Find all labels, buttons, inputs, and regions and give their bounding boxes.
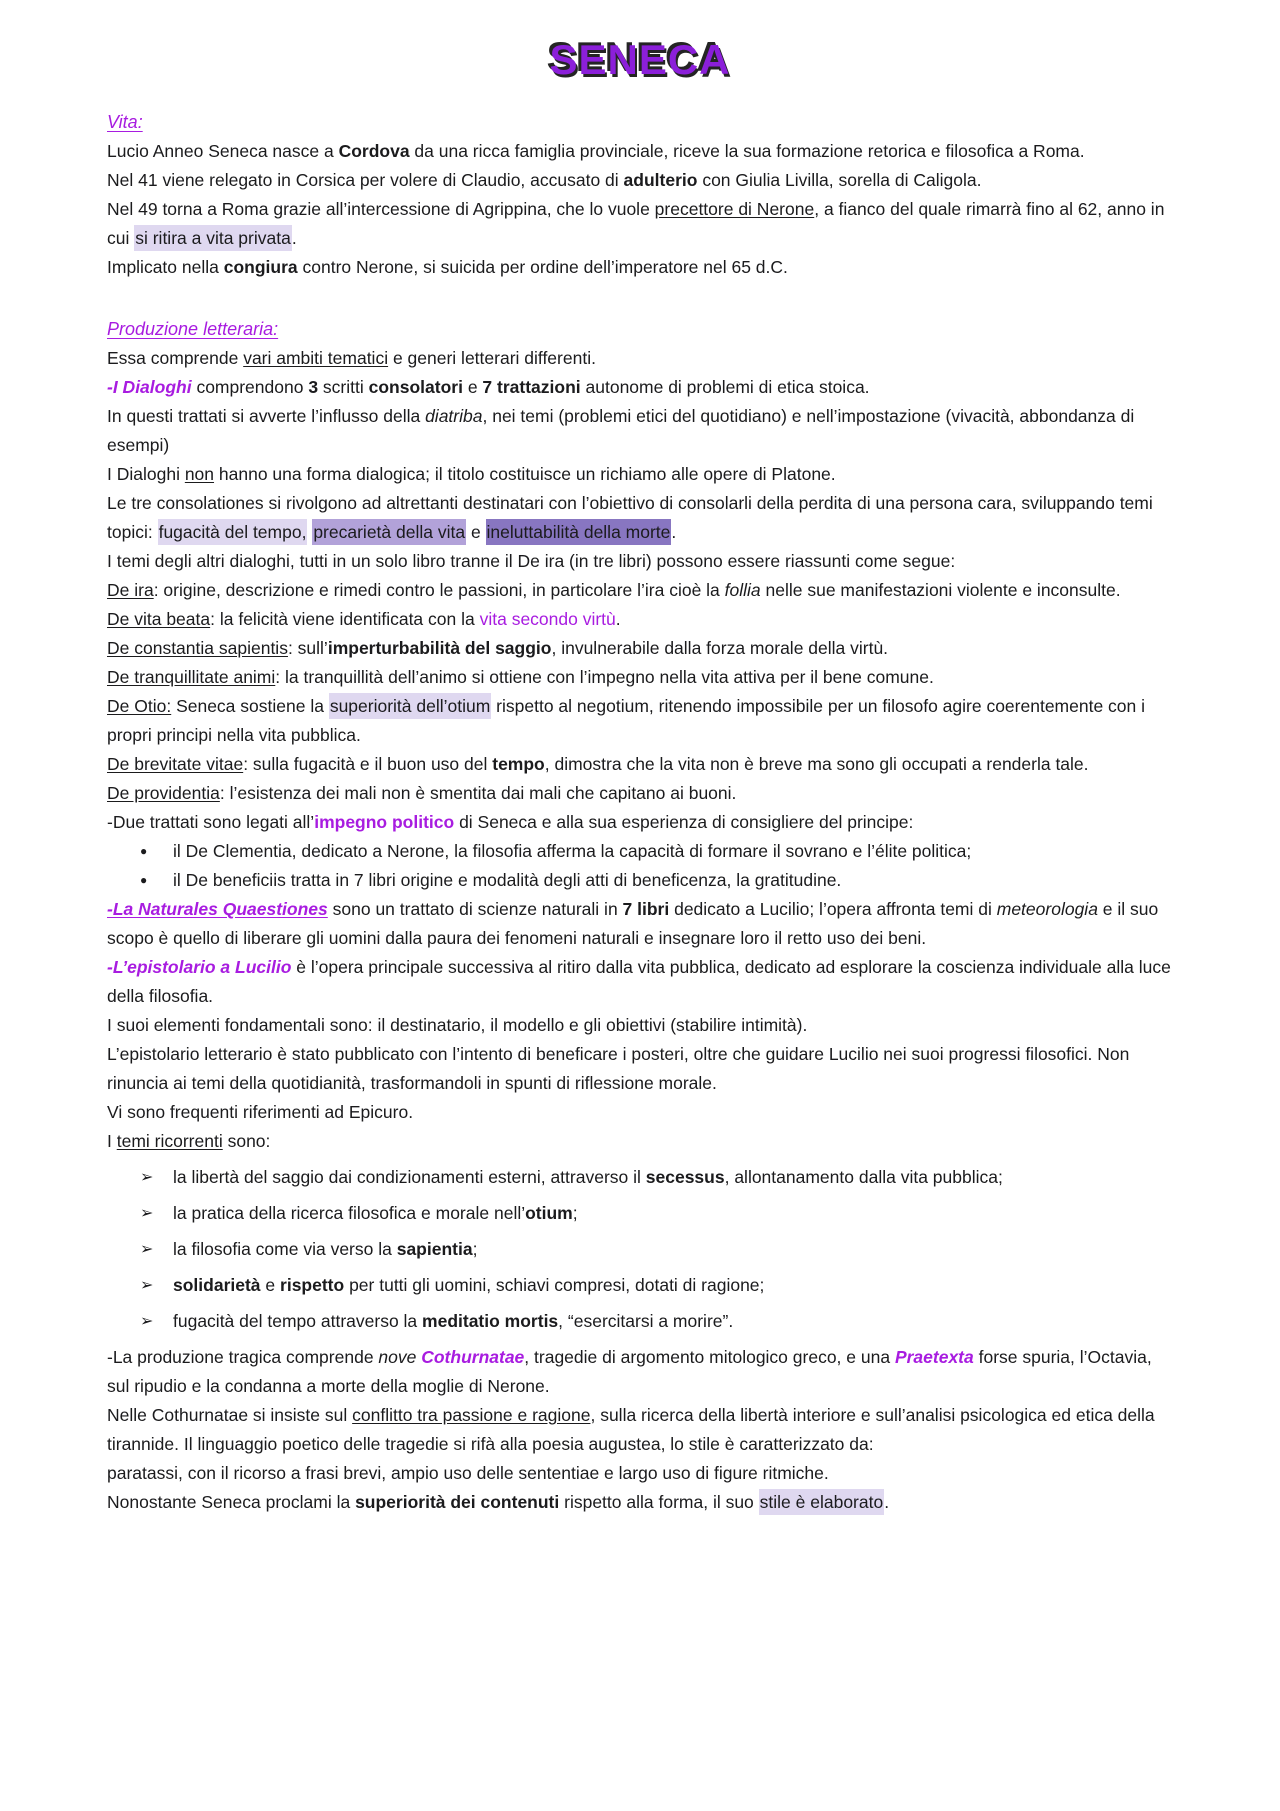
paragraph <box>107 137 1173 166</box>
text-segment: -L’epistolario a Lucilio <box>107 957 292 977</box>
paragraph <box>107 1401 1173 1459</box>
text-segment: fugacità del tempo attraverso la <box>173 1311 423 1331</box>
text-segment: : sulla fugacità e il buon uso del <box>243 754 493 774</box>
paragraph <box>107 692 1173 750</box>
text-segment: Praetexta <box>894 1347 974 1367</box>
text-segment: De providentia <box>107 783 220 803</box>
text-segment: non <box>184 464 215 484</box>
paragraph <box>107 634 1173 663</box>
text-segment: De brevitate vitae <box>107 754 244 774</box>
text-segment: I suoi elementi fondamentali sono: il destinatario, il modello e gli obiettivi (stabilire intimità). <box>107 1015 808 1035</box>
text-segment: Vi sono frequenti riferimenti ad Epicuro. <box>107 1102 414 1122</box>
text-segment: rispetto al negotium, ritenendo impossibile per un filosofo agire coerentemente con i propri principi nella vita pubblica. <box>107 696 1146 745</box>
text-segment: Nel 49 torna a Roma grazie all’intercessione di Agrippina, che lo vuole <box>107 199 655 219</box>
spacer <box>107 282 1173 311</box>
list-item-text <box>173 1271 1173 1300</box>
text-segment: , dimostra che la vita non è breve ma sono gli occupati a renderla tale. <box>544 754 1089 774</box>
paragraph <box>107 1127 1173 1156</box>
text-segment: Essa comprende <box>107 348 244 368</box>
text-segment: , nei temi (problemi etici del quotidiano) e nell’impostazione (vivacità, abbondanza di esempi) <box>107 406 1135 455</box>
text-segment: L’epistolario letterario è stato pubblicato con l’intento di beneficare i posteri, oltre che guidare Lucilio nei suoi progressi filosofici. Non rinuncia ai temi della quotidianità, trasformandoli in spunti di riflessione morale. <box>107 1044 1130 1093</box>
text-segment: superiorità dell’otium <box>329 693 492 719</box>
paragraph <box>107 1011 1173 1040</box>
text-segment: meditatio mortis <box>422 1311 559 1331</box>
text-segment: De ira <box>107 580 154 600</box>
text-segment: il De beneficiis tratta in 7 libri origine e modalità degli atti di beneficenza, la gratitudine. <box>173 870 842 890</box>
text-segment: Le tre consolationes si rivolgono ad altrettanti destinatari con l’obiettivo di consolarli della perdita di una persona cara, sviluppando temi topici: <box>107 493 1153 542</box>
list-item-text <box>173 866 1173 895</box>
text-segment: : la tranquillità dell’animo si ottiene con l’impegno nella vita attiva per il bene comune. <box>275 667 934 687</box>
text-segment: follia <box>724 580 761 600</box>
text-segment: impegno politico <box>314 812 455 832</box>
text-segment: consolatori <box>368 377 463 397</box>
text-segment: nove <box>378 1347 422 1367</box>
text-segment: comprendono <box>191 377 309 397</box>
text-segment: Produzione letteraria: <box>107 319 279 339</box>
text-segment: fugacità del tempo, <box>158 519 308 545</box>
text-segment: nelle sue manifestazioni violente e inconsulte. <box>760 580 1121 600</box>
text-segment: di Seneca e alla sua esperienza di consigliere del principe: <box>454 812 914 832</box>
text-segment: De tranquillitate animi <box>107 667 276 687</box>
text-segment: sapientia <box>396 1239 473 1259</box>
paragraph <box>107 779 1173 808</box>
text-segment: De Otio: <box>107 696 172 716</box>
text-segment: Cordova <box>338 141 410 161</box>
text-segment: Nel 41 viene relegato in Corsica per volere di Claudio, accusato di <box>107 170 624 190</box>
paragraph <box>107 373 1173 402</box>
text-segment: la pratica della ricerca filosofica e morale nell’ <box>173 1203 526 1223</box>
text-segment: si ritira a vita privata <box>134 225 292 251</box>
list-item-text <box>173 1199 1173 1228</box>
text-segment: dedicato a Lucilio; l’opera affronta temi di <box>669 899 997 919</box>
text-segment: con Giulia Livilla, sorella di Caligola. <box>697 170 982 190</box>
text-segment: 3 <box>308 377 319 397</box>
text-segment: vari ambiti tematici <box>243 348 389 368</box>
text-segment: congiura <box>223 257 298 277</box>
paragraph <box>107 253 1173 282</box>
text-segment: contro Nerone, si suicida per ordine dell’imperatore nel 65 d.C. <box>297 257 788 277</box>
page-title: SENECA <box>549 36 731 83</box>
text-segment: adulterio <box>623 170 698 190</box>
text-segment: -I Dialoghi <box>107 377 192 397</box>
text-segment: . <box>671 522 677 542</box>
text-segment: superiorità dei contenuti <box>355 1492 560 1512</box>
text-segment: -Due trattati sono legati all’ <box>107 812 315 832</box>
paragraph <box>107 808 1173 837</box>
text-segment: precarietà della vita <box>312 519 466 545</box>
section-heading <box>107 315 1173 344</box>
text-segment: ; <box>572 1203 578 1223</box>
paragraph <box>107 1343 1173 1401</box>
text-segment: forse spuria, l’Octavia, sul ripudio e la condanna a morte della moglie di Nerone. <box>107 1347 1152 1396</box>
text-segment: Nelle Cothurnatae si insiste sul <box>107 1405 353 1425</box>
text-segment: la libertà del saggio dai condizionamenti esterni, attraverso il <box>173 1167 646 1187</box>
text-segment: I Dialoghi <box>107 464 185 484</box>
arrow-item <box>107 1271 1173 1300</box>
text-segment: e generi letterari differenti. <box>388 348 596 368</box>
paragraph <box>107 1040 1173 1098</box>
paragraph <box>107 344 1173 373</box>
text-segment: Vita: <box>107 112 143 132</box>
arrow-icon: ➢ <box>140 1205 154 1222</box>
paragraph <box>107 1459 1173 1488</box>
arrow-icon: ➢ <box>140 1169 154 1186</box>
text-segment: stile è elaborato <box>759 1489 885 1515</box>
text-segment: hanno una forma dialogica; il titolo costituisce un richiamo alle opere di Platone. <box>214 464 836 484</box>
text-segment: Lucio Anneo Seneca nasce a <box>107 141 339 161</box>
text-segment: rispetto alla forma, il suo <box>559 1492 759 1512</box>
arrow-item <box>107 1307 1173 1336</box>
text-segment: sono un trattato di scienze naturali in <box>327 899 623 919</box>
text-segment: ; <box>472 1239 478 1259</box>
paragraph <box>107 953 1173 1011</box>
text-segment: rispetto <box>280 1275 345 1295</box>
text-segment: conflitto tra passione e ragione <box>352 1405 591 1425</box>
text-segment: il De Clementia, dedicato a Nerone, la filosofia afferma la capacità di formare il sovrano e l’élite politica; <box>173 841 972 861</box>
text-segment: I <box>107 1131 117 1151</box>
text-segment: temi ricorrenti <box>116 1131 223 1151</box>
text-segment: . <box>884 1492 890 1512</box>
text-segment: ineluttabilità della morte <box>486 519 672 545</box>
text-segment: 7 trattazioni <box>482 377 581 397</box>
paragraph <box>107 750 1173 779</box>
text-segment: secessus <box>645 1167 725 1187</box>
arrow-icon: ➢ <box>140 1241 154 1258</box>
bullet-item <box>107 837 1173 866</box>
text-segment: 7 libri <box>622 899 670 919</box>
bullet-item <box>107 866 1173 895</box>
paragraph <box>107 195 1173 253</box>
text-segment: . <box>291 228 297 248</box>
text-segment: vita secondo virtù <box>479 609 616 629</box>
paragraph <box>107 460 1173 489</box>
paragraph <box>107 402 1173 460</box>
paragraph <box>107 547 1173 576</box>
text-segment: la filosofia come via verso la <box>173 1239 397 1259</box>
text-segment: meteorologia <box>996 899 1098 919</box>
paragraph <box>107 605 1173 634</box>
text-segment: otium <box>525 1203 573 1223</box>
arrow-icon: ➢ <box>140 1277 154 1294</box>
text-segment: Implicato nella <box>107 257 224 277</box>
list-item-text <box>173 837 1173 866</box>
text-segment: sono: <box>222 1131 271 1151</box>
text-segment: De constantia sapientis <box>107 638 288 658</box>
bullet-icon: ● <box>140 873 148 887</box>
list-item-text <box>173 1235 1173 1264</box>
text-segment: , invulnerabile dalla forza morale della virtù. <box>551 638 889 658</box>
text-segment: autonome di problemi di etica stoica. <box>580 377 870 397</box>
text-segment: : l’esistenza dei mali non è smentita dai mali che capitano ai buoni. <box>219 783 737 803</box>
text-segment: per tutti gli uomini, schiavi compresi, dotati di ragione; <box>344 1275 765 1295</box>
text-segment: , a fianco del quale rimarrà fino al 62, anno in cui <box>107 199 1165 248</box>
text-segment: In questi trattati si avverte l’influsso della <box>107 406 426 426</box>
paragraph <box>107 166 1173 195</box>
text-segment: , allontanamento dalla vita pubblica; <box>724 1167 1003 1187</box>
text-segment: e <box>466 522 486 542</box>
text-segment: : la felicità viene identificata con la <box>210 609 480 629</box>
paragraph <box>107 895 1173 953</box>
text-segment: diatriba <box>425 406 483 426</box>
bullet-icon: ● <box>140 844 148 858</box>
text-segment: Seneca sostiene la <box>171 696 329 716</box>
arrow-item <box>107 1163 1173 1192</box>
list-item-text <box>173 1307 1173 1336</box>
text-segment: precettore di Nerone <box>654 199 815 219</box>
text-segment: da una ricca famiglia provinciale, riceve la sua formazione retorica e filosofica a Roma. <box>409 141 1085 161</box>
paragraph <box>107 489 1173 547</box>
text-segment: Cothurnatae <box>421 1347 525 1367</box>
text-segment: I temi degli altri dialoghi, tutti in un solo libro tranne il De ira (in tre libri) possono essere riassunti come segue: <box>107 551 956 571</box>
paragraph <box>107 576 1173 605</box>
arrow-item <box>107 1235 1173 1264</box>
text-segment: , sulla ricerca della libertà interiore e sull’analisi psicologica ed etica della tirannide. Il linguaggio poetico delle tragedie si rifà alla poesia augustea, lo stile è caratterizzato da: <box>107 1405 1155 1454</box>
text-segment: . <box>615 609 621 629</box>
text-segment: , tragedie di argomento mitologico greco, e una <box>524 1347 895 1367</box>
section-heading <box>107 108 1173 137</box>
text-segment: solidarietà <box>173 1275 261 1295</box>
paragraph <box>107 663 1173 692</box>
document-body <box>107 108 1173 1517</box>
text-segment: scritti <box>318 377 369 397</box>
text-segment: -La Naturales Quaestiones <box>107 899 328 919</box>
text-segment: imperturbabilità del saggio <box>327 638 552 658</box>
paragraph <box>107 1488 1173 1517</box>
text-segment: tempo <box>492 754 545 774</box>
paragraph <box>107 1098 1173 1127</box>
text-segment: De vita beata <box>107 609 211 629</box>
arrow-icon: ➢ <box>140 1313 154 1330</box>
text-segment: : sull’ <box>287 638 328 658</box>
text-segment: paratassi, con il ricorso a frasi brevi, ampio uso delle sententiae e largo uso di figure ritmiche. <box>107 1463 829 1483</box>
list-item-text <box>173 1163 1173 1192</box>
text-segment: e il suo scopo è quello di liberare gli uomini dalla paura dei fenomeni naturali e insegnare loro il retto uso dei beni. <box>107 899 1159 948</box>
text-segment: Nonostante Seneca proclami la <box>107 1492 356 1512</box>
text-segment: è l’opera principale successiva al ritiro dalla vita pubblica, dedicato ad esplorare la coscienza individuale alla luce della filosofia. <box>107 957 1171 1006</box>
text-segment: e <box>260 1275 281 1295</box>
text-segment: : origine, descrizione e rimedi contro le passioni, in particolare l’ira cioè la <box>153 580 725 600</box>
text-segment: e <box>462 377 483 397</box>
text-segment: -La produzione tragica comprende <box>107 1347 379 1367</box>
arrow-item <box>107 1199 1173 1228</box>
text-segment: , “esercitarsi a morire”. <box>558 1311 734 1331</box>
